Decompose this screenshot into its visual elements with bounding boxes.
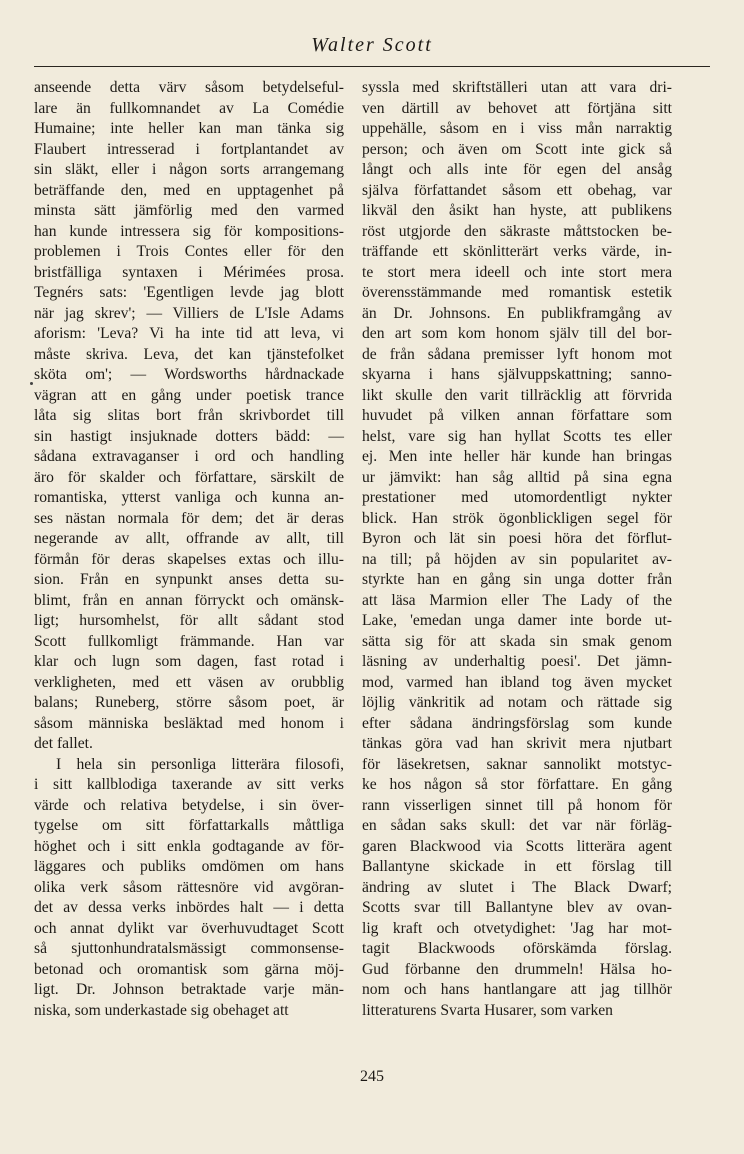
text-line: efter sådana ändringsförslag som kunde — [362, 714, 672, 732]
text-line: såsom människa besläktad med honom i — [34, 714, 344, 732]
text-line: värde och relativa betydelse, i sin över- — [34, 796, 344, 814]
text-line: ligt; hursomhelst, för allt sådant stod — [34, 612, 344, 629]
text-line: tänkas göra vad han skrivit mera njutbart — [362, 735, 672, 752]
text-line: bristfälliga syntaxen i Mérimées prosa. — [34, 263, 344, 281]
text-line: garen Blackwood via Scotts litterära agent — [362, 837, 672, 855]
text-line: nom och hans hantlangare att jag tillhör — [362, 981, 672, 998]
text-line: i sitt kallblodiga taxerande av sitt verks — [34, 776, 344, 793]
text-line: själva författandet såsom ett obehag, var — [362, 181, 672, 199]
text-line: sin hastigt insjuknade dotters bädd: — — [34, 427, 344, 445]
text-line: beträffande den, med en upptagenhet på — [34, 181, 344, 199]
text-line: negerande av allt, offrande av allt, till — [34, 530, 344, 547]
text-line: han kunde intressera sig för kompositions- — [34, 222, 344, 240]
text-line: Byron och lät sin poesi höra det förflut- — [362, 530, 672, 547]
text-line: na till; på höjden av sin popularitet av- — [362, 550, 672, 568]
text-line: blimt, från en annan förryckt och omänsk- — [34, 591, 344, 609]
text-line: ses nästan normala för dem; det är deras — [34, 509, 344, 527]
text-line: den art som kom honom själv till del bor- — [362, 325, 672, 342]
text-line: mod, varmed han ibland tog även mycket — [362, 673, 672, 691]
text-line: te stort mera ideell och inte stort mera — [362, 263, 672, 281]
text-line: verkligheten, med ett väsen av orubblig — [34, 673, 344, 691]
text-line: betonad och oromantisk som gärna möj- — [34, 960, 344, 978]
text-line: ur jämvikt: han såg alltid på sina egna — [362, 468, 672, 486]
text-line: litteraturens Svarta Husarer, som varken — [362, 1001, 613, 1019]
text-line: minsta sätt jämförlig med den varmed — [34, 202, 344, 219]
text-line: höghet och i sitt enkla godtagande av för- — [34, 837, 344, 855]
margin-speck — [30, 382, 33, 385]
text-line: ligt. Dr. Johnson betraktade varje män- — [34, 981, 344, 998]
text-line: och annat dylikt var överhuvudtaget Scott — [34, 919, 344, 937]
text-line: styrkte han en gång sin unga dotter från — [362, 571, 672, 588]
text-line: måste skriva. Leva, det kan tjänstefolket — [34, 345, 344, 363]
text-line: låta sig slitas bort från skrivbordet till — [34, 407, 344, 424]
text-line: balans; Runeberg, större såsom poet, är — [34, 694, 344, 711]
text-line: Lake, 'emedan unga damer inte borde ut- — [362, 612, 672, 629]
text-line: ej. Men inte heller här kunde han bringas — [362, 448, 672, 465]
text-line: olika verk såsom rättesnöre vid avgöran- — [34, 878, 344, 896]
text-line: överensstämmande med romantisk estetik — [362, 284, 672, 301]
header-rule — [34, 66, 710, 67]
text-line: anseende detta värv såsom betydelseful- — [34, 79, 344, 96]
text-line: äro för skalder och författare, särskilt de — [34, 468, 344, 486]
text-line: Humaine; inte heller kan man tänka sig — [34, 120, 344, 137]
text-line: Scotts svar till Ballantyne blev av ovan- — [362, 899, 672, 916]
text-line: Ballantyne skickade in ett förslag till — [362, 858, 672, 875]
left-column — [34, 78, 344, 1021]
text-line: löjlig vänkritik ad notam och rättade sig — [362, 694, 672, 711]
text-line: rann visserligen sinnet till på honom för — [362, 796, 672, 814]
text-line: aforism: 'Leva? Vi ha inte tid att leva, vi — [34, 325, 344, 342]
text-line: Gud förbanne den drummeln! Hälsa ho- — [362, 960, 672, 978]
text-line: för läsekretsen, saknar sannolikt motstyc- — [362, 755, 672, 773]
text-line: Flaubert intresserad i fortplantandet av — [34, 140, 344, 158]
text-line: sköta om'; — Wordsworths hårdnackade — [34, 366, 344, 383]
text-line: problemen i Trois Contes eller för den — [34, 243, 344, 260]
text-line: läsning av underhaltig poesi'. Det jämn- — [362, 653, 672, 670]
text-line: de från sådana premisser lyft honom mot — [362, 345, 672, 363]
text-line: uppehälle, såsom en i viss mån narraktig — [362, 120, 672, 137]
text-line: ke hos någon så stor författare. En gång — [362, 776, 672, 793]
text-line: så sjuttonhundratalsmässigt commonsense- — [34, 940, 344, 957]
text-line: sådana extravaganser i ord och handling — [34, 448, 344, 465]
text-line: niska, som underkastade sig obehaget att — [34, 1001, 289, 1019]
text-line: förmån för deras skapelses extas och illu- — [34, 550, 344, 568]
text-line: klar och lugn som dagen, fast rotad i — [34, 653, 344, 670]
text-line: helst, vare sig han hyllat Scotts tes eller — [362, 427, 672, 445]
running-header: Walter Scott — [311, 34, 433, 56]
text-line: syssla med skriftställeri utan att vara dri- — [362, 79, 672, 96]
text-line: likt skulle den varit tillräcklig att förvrida — [362, 386, 672, 404]
text-line: sätta sig för att skada sin smak genom — [362, 632, 672, 650]
text-line: prestationer med utomordentligt nykter — [362, 489, 672, 506]
text-line: lare än fullkomnandet av La Comédie — [34, 99, 344, 117]
text-line: vägran att en gång under poetisk trance — [34, 386, 344, 404]
text-line: långt och alls inte för egen del ansåg — [362, 161, 672, 178]
right-column — [362, 78, 672, 1021]
text-line: I hela sin personliga litterära filosofi, — [56, 755, 344, 773]
text-line: när jag skrev'; — Villiers de L'Isle Adams — [34, 304, 344, 322]
text-line: läggares och publiks omdömen om hans — [34, 858, 344, 875]
text-line: än Dr. Johnsons. En publikframgång av — [362, 304, 672, 322]
text-line: att läsa Marmion eller The Lady of the — [362, 591, 672, 609]
text-line: ven därtill av behovet att förtjäna sitt — [362, 99, 672, 117]
text-line: person; och även om Scott inte gick så — [362, 140, 672, 158]
text-line: Tegnérs sats: 'Egentligen levde jag blott — [34, 284, 344, 301]
text-line: romantiska, ytterst vanliga och kunna an- — [34, 489, 344, 506]
text-line: blick. Han strök ögonblickligen segel för — [362, 509, 672, 527]
text-line: sion. Från en synpunkt anses detta su- — [34, 571, 344, 588]
text-line: det av dessa verks inbördes halt — i detta — [34, 899, 344, 916]
text-line: skyarna i hans självuppskattning; sanno- — [362, 366, 672, 383]
text-line: röst utgjorde den säkraste måttstocken be- — [362, 222, 672, 240]
text-line: huvudet på vilken annan författare som — [362, 407, 672, 424]
text-line: tagit Blackwoods oförskämda förslag. — [362, 940, 672, 957]
text-line: tygelse om sitt författarkalls måttliga — [34, 817, 344, 834]
text-line: lig kraft och otvetydighet: 'Jag har mot- — [362, 919, 672, 937]
text-line: Scott fullkomligt främmande. Han var — [34, 632, 344, 650]
page-number: 245 — [360, 1068, 384, 1085]
text-line: likväl den åsikt han hyste, att publikens — [362, 202, 672, 219]
text-line: sin släkt, eller i någon sorts arrangemang — [34, 161, 344, 178]
text-line: ändring av slutet i The Black Dwarf; — [362, 878, 672, 896]
text-line: en sådan saks skull: det var när förläg- — [362, 817, 672, 834]
text-line: träffande ett skönlitterärt verks värde, in- — [362, 243, 672, 260]
text-line: det fallet. — [34, 735, 93, 752]
